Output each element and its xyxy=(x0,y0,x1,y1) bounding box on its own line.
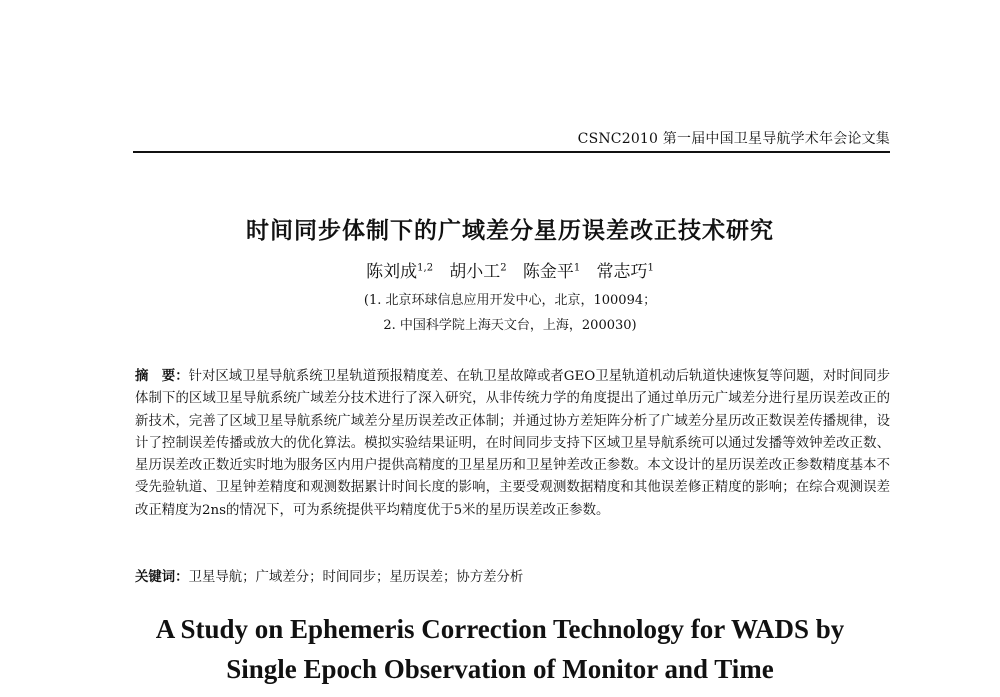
keywords xyxy=(135,566,890,585)
author-name: 胡小工 xyxy=(449,262,501,282)
author-list xyxy=(120,257,900,282)
author-affil-mark: 1 xyxy=(573,262,581,274)
keywords-label: 关键词： xyxy=(135,569,189,585)
author-name: 常志巧 xyxy=(596,262,648,282)
running-head: CSNC2010 第一届中国卫星导航学术年会论文集 xyxy=(577,131,890,147)
author-affil-mark: 1,2 xyxy=(417,262,434,274)
paper-title-en-line2: Single Epoch Observation of Monitor and Time xyxy=(226,654,774,684)
author-affil-mark: 2 xyxy=(500,262,507,274)
author-name: 陈刘成 xyxy=(366,262,418,282)
header-rule xyxy=(133,151,890,153)
keywords-text: 卫星导航；广域差分；时间同步；星历误差；协方差分析 xyxy=(188,570,524,585)
paper-title-en-line1: A Study on Ephemeris Correction Technology for WADS by xyxy=(155,614,845,644)
affiliation-2: 2. 中国科学院上海天文台，上海，200030) xyxy=(383,318,637,333)
abstract-label: 摘 要： xyxy=(135,368,189,384)
author-affil-mark: 1 xyxy=(647,262,654,274)
abstract-text: 针对区域卫星导航系统卫星轨道预报精度差、在轨卫星故障或者GEO卫星轨道机动后轨道快速恢复等问题，对时间同步体制下的区域卫星导航系统广域差分技术进行了深入研究，从非传统力学的角度提出了通过单历元广域差分进行星历误差改正的新技术，完善了区域卫星导航系统广域差分星历误差改正体制；并通过协方差矩阵分析了广域差分星历改正数误差传播规律，设计了控制误差传播或放大的优化算法。模拟实验结果证明，在时间同步支持下区域卫星导航系统可以通过发播等效钟差改正数、星历误差改正数近实时地为服务区内用户提供高精度的卫星星历和卫星钟差改正参数。本文设计的星历误差改正参数精度基本不受先验轨道、卫星钟差精度和观测数据累计时间长度的影响，主要受观测数据精度和其他误差修正精度的影响；在综合观测误差改正精度为2ns的情况下，可为系统提供平均精度优于5米的星历误差改正参数。 xyxy=(135,369,891,518)
author-name: 陈金平 xyxy=(522,262,574,282)
affiliation-1: (1. 北京环球信息应用开发中心，北京，100094； xyxy=(363,293,657,308)
abstract xyxy=(135,365,890,522)
paper-title-cn: 时间同步体制下的广域差分星历误差改正技术研究 xyxy=(246,218,774,244)
